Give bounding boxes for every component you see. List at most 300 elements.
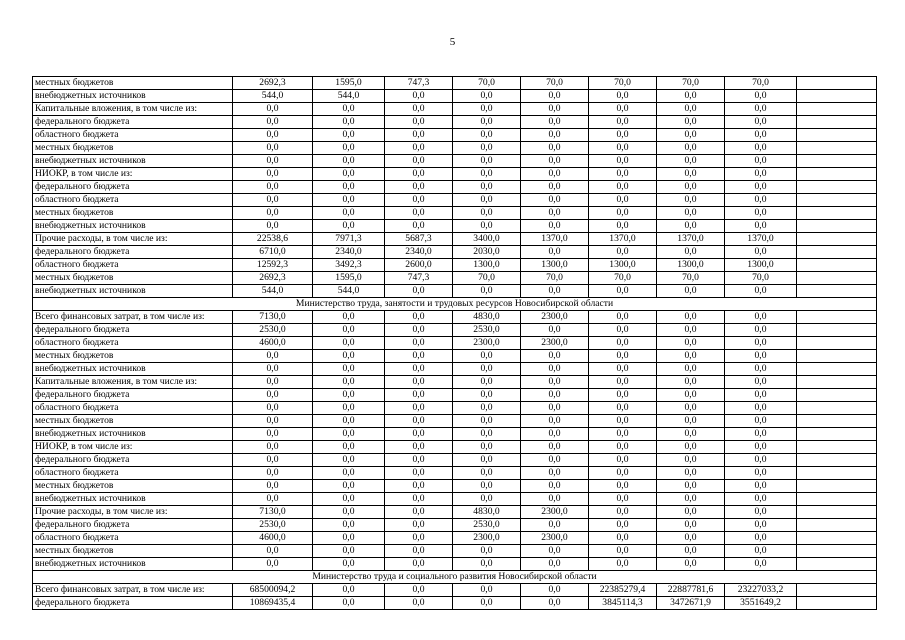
value-cell: 0,0 xyxy=(453,181,521,194)
value-cell: 0,0 xyxy=(453,142,521,155)
value-cell: 0,0 xyxy=(657,467,725,480)
value-cell: 3492,3 xyxy=(313,259,385,272)
value-cell: 0,0 xyxy=(385,376,453,389)
value-cell: 1300,0 xyxy=(657,259,725,272)
value-cell: 0,0 xyxy=(725,467,797,480)
value-cell: 1370,0 xyxy=(657,233,725,246)
empty-cell xyxy=(797,389,877,402)
value-cell: 0,0 xyxy=(725,324,797,337)
value-cell: 0,0 xyxy=(725,168,797,181)
value-cell: 22385279,4 xyxy=(589,584,657,597)
value-cell: 0,0 xyxy=(589,441,657,454)
table-row xyxy=(33,168,877,181)
value-cell: 0,0 xyxy=(233,142,313,155)
value-cell: 2300,0 xyxy=(521,506,589,519)
empty-cell xyxy=(797,246,877,259)
row-label: федерального бюджета xyxy=(33,597,233,610)
value-cell: 0,0 xyxy=(657,441,725,454)
value-cell: 0,0 xyxy=(233,415,313,428)
value-cell: 0,0 xyxy=(725,428,797,441)
value-cell: 0,0 xyxy=(385,493,453,506)
value-cell: 0,0 xyxy=(657,337,725,350)
value-cell: 0,0 xyxy=(725,181,797,194)
value-cell: 0,0 xyxy=(521,129,589,142)
value-cell: 2530,0 xyxy=(453,324,521,337)
value-cell: 0,0 xyxy=(521,454,589,467)
value-cell: 0,0 xyxy=(725,363,797,376)
value-cell: 1300,0 xyxy=(589,259,657,272)
value-cell: 0,0 xyxy=(453,220,521,233)
value-cell: 0,0 xyxy=(313,441,385,454)
value-cell: 0,0 xyxy=(385,324,453,337)
value-cell: 3551649,2 xyxy=(725,597,797,610)
value-cell: 7130,0 xyxy=(233,506,313,519)
value-cell: 0,0 xyxy=(589,350,657,363)
value-cell: 0,0 xyxy=(657,454,725,467)
value-cell: 0,0 xyxy=(725,480,797,493)
table-row xyxy=(33,194,877,207)
value-cell: 0,0 xyxy=(233,207,313,220)
table-row xyxy=(33,558,877,571)
value-cell: 0,0 xyxy=(589,467,657,480)
row-label: федерального бюджета xyxy=(33,246,233,259)
empty-cell xyxy=(797,207,877,220)
value-cell: 70,0 xyxy=(453,272,521,285)
value-cell: 0,0 xyxy=(589,454,657,467)
value-cell: 0,0 xyxy=(453,168,521,181)
value-cell: 0,0 xyxy=(589,337,657,350)
value-cell: 0,0 xyxy=(657,142,725,155)
value-cell: 0,0 xyxy=(313,324,385,337)
table-row xyxy=(33,246,877,259)
table-row xyxy=(33,181,877,194)
table-row xyxy=(33,519,877,532)
value-cell: 0,0 xyxy=(657,545,725,558)
empty-cell xyxy=(797,181,877,194)
value-cell: 0,0 xyxy=(725,90,797,103)
value-cell: 0,0 xyxy=(521,103,589,116)
value-cell: 0,0 xyxy=(521,324,589,337)
table-row xyxy=(33,77,877,90)
empty-cell xyxy=(797,506,877,519)
value-cell: 4600,0 xyxy=(233,532,313,545)
value-cell: 0,0 xyxy=(233,220,313,233)
value-cell: 0,0 xyxy=(521,220,589,233)
value-cell: 22538,6 xyxy=(233,233,313,246)
value-cell: 2340,0 xyxy=(313,246,385,259)
value-cell: 1370,0 xyxy=(589,233,657,246)
value-cell: 2600,0 xyxy=(385,259,453,272)
value-cell: 2300,0 xyxy=(521,337,589,350)
value-cell: 0,0 xyxy=(385,480,453,493)
value-cell: 0,0 xyxy=(313,103,385,116)
value-cell: 0,0 xyxy=(657,155,725,168)
value-cell: 0,0 xyxy=(313,558,385,571)
value-cell: 0,0 xyxy=(313,519,385,532)
value-cell: 0,0 xyxy=(385,545,453,558)
value-cell: 0,0 xyxy=(233,441,313,454)
value-cell: 0,0 xyxy=(657,103,725,116)
value-cell: 0,0 xyxy=(657,389,725,402)
row-label: местных бюджетов xyxy=(33,142,233,155)
value-cell: 1370,0 xyxy=(521,233,589,246)
empty-cell xyxy=(797,168,877,181)
value-cell: 0,0 xyxy=(313,545,385,558)
value-cell: 0,0 xyxy=(589,558,657,571)
table-row xyxy=(33,272,877,285)
value-cell: 0,0 xyxy=(313,168,385,181)
empty-cell xyxy=(797,584,877,597)
value-cell: 0,0 xyxy=(521,194,589,207)
value-cell: 0,0 xyxy=(589,155,657,168)
value-cell: 0,0 xyxy=(313,584,385,597)
value-cell: 0,0 xyxy=(521,350,589,363)
row-label: областного бюджета xyxy=(33,129,233,142)
value-cell: 0,0 xyxy=(725,350,797,363)
value-cell: 0,0 xyxy=(453,129,521,142)
value-cell: 0,0 xyxy=(725,207,797,220)
value-cell: 0,0 xyxy=(657,324,725,337)
row-label: Капитальные вложения, в том числе из: xyxy=(33,376,233,389)
value-cell: 0,0 xyxy=(657,181,725,194)
value-cell: 0,0 xyxy=(725,402,797,415)
value-cell: 0,0 xyxy=(589,129,657,142)
value-cell: 0,0 xyxy=(589,506,657,519)
value-cell: 0,0 xyxy=(233,363,313,376)
value-cell: 2530,0 xyxy=(233,519,313,532)
value-cell: 0,0 xyxy=(385,116,453,129)
value-cell: 0,0 xyxy=(385,129,453,142)
value-cell: 0,0 xyxy=(453,597,521,610)
value-cell: 0,0 xyxy=(233,480,313,493)
table-body xyxy=(33,77,877,610)
value-cell: 0,0 xyxy=(313,506,385,519)
row-label: федерального бюджета xyxy=(33,519,233,532)
value-cell: 10869435,4 xyxy=(233,597,313,610)
value-cell: 0,0 xyxy=(233,350,313,363)
empty-cell xyxy=(797,233,877,246)
empty-cell xyxy=(797,350,877,363)
value-cell: 0,0 xyxy=(725,532,797,545)
value-cell: 23227033,2 xyxy=(725,584,797,597)
value-cell: 0,0 xyxy=(589,376,657,389)
value-cell: 0,0 xyxy=(313,194,385,207)
table-row xyxy=(33,454,877,467)
page-number: 5 xyxy=(449,36,456,48)
section-header-row xyxy=(33,298,877,311)
value-cell: 544,0 xyxy=(233,285,313,298)
value-cell: 0,0 xyxy=(233,155,313,168)
value-cell: 0,0 xyxy=(725,220,797,233)
value-cell: 0,0 xyxy=(589,519,657,532)
value-cell: 0,0 xyxy=(385,454,453,467)
value-cell: 0,0 xyxy=(521,402,589,415)
value-cell: 0,0 xyxy=(233,168,313,181)
value-cell: 0,0 xyxy=(521,376,589,389)
row-label: Прочие расходы, в том числе из: xyxy=(33,233,233,246)
table-row xyxy=(33,402,877,415)
table-row xyxy=(33,285,877,298)
row-label: Капитальные вложения, в том числе из: xyxy=(33,103,233,116)
value-cell: 0,0 xyxy=(521,467,589,480)
empty-cell xyxy=(797,454,877,467)
value-cell: 0,0 xyxy=(657,285,725,298)
empty-cell xyxy=(797,545,877,558)
value-cell: 0,0 xyxy=(453,194,521,207)
value-cell: 0,0 xyxy=(385,597,453,610)
empty-cell xyxy=(797,311,877,324)
value-cell: 70,0 xyxy=(589,77,657,90)
table-row xyxy=(33,467,877,480)
value-cell: 544,0 xyxy=(313,285,385,298)
empty-cell xyxy=(797,493,877,506)
row-label: местных бюджетов xyxy=(33,77,233,90)
value-cell: 0,0 xyxy=(589,246,657,259)
row-label: внебюджетных источников xyxy=(33,493,233,506)
value-cell: 0,0 xyxy=(385,103,453,116)
value-cell: 0,0 xyxy=(385,428,453,441)
value-cell: 0,0 xyxy=(233,194,313,207)
value-cell: 0,0 xyxy=(313,363,385,376)
value-cell: 0,0 xyxy=(725,194,797,207)
value-cell: 0,0 xyxy=(589,402,657,415)
value-cell: 0,0 xyxy=(725,506,797,519)
table-row xyxy=(33,584,877,597)
table-row xyxy=(33,363,877,376)
empty-cell xyxy=(797,480,877,493)
value-cell: 0,0 xyxy=(453,376,521,389)
value-cell: 2530,0 xyxy=(233,324,313,337)
value-cell: 2300,0 xyxy=(453,532,521,545)
row-label: областного бюджета xyxy=(33,259,233,272)
value-cell: 0,0 xyxy=(521,584,589,597)
value-cell: 0,0 xyxy=(385,220,453,233)
value-cell: 0,0 xyxy=(313,376,385,389)
table-row xyxy=(33,129,877,142)
value-cell: 0,0 xyxy=(657,558,725,571)
row-label: областного бюджета xyxy=(33,194,233,207)
value-cell: 70,0 xyxy=(725,272,797,285)
row-label: областного бюджета xyxy=(33,402,233,415)
row-label: местных бюджетов xyxy=(33,415,233,428)
value-cell: 70,0 xyxy=(453,77,521,90)
value-cell: 0,0 xyxy=(521,415,589,428)
row-label: Прочие расходы, в том числе из: xyxy=(33,506,233,519)
empty-cell xyxy=(797,194,877,207)
value-cell: 0,0 xyxy=(725,519,797,532)
value-cell: 2300,0 xyxy=(521,311,589,324)
empty-cell xyxy=(797,402,877,415)
value-cell: 0,0 xyxy=(725,103,797,116)
value-cell: 0,0 xyxy=(233,467,313,480)
value-cell: 0,0 xyxy=(385,155,453,168)
empty-cell xyxy=(797,376,877,389)
value-cell: 0,0 xyxy=(453,545,521,558)
value-cell: 0,0 xyxy=(385,207,453,220)
value-cell: 0,0 xyxy=(589,194,657,207)
value-cell: 0,0 xyxy=(453,90,521,103)
value-cell: 0,0 xyxy=(233,116,313,129)
value-cell: 0,0 xyxy=(589,493,657,506)
value-cell: 0,0 xyxy=(313,181,385,194)
empty-cell xyxy=(797,532,877,545)
row-label: внебюджетных источников xyxy=(33,428,233,441)
value-cell: 0,0 xyxy=(313,155,385,168)
value-cell: 0,0 xyxy=(725,129,797,142)
value-cell: 0,0 xyxy=(657,350,725,363)
row-label: внебюджетных источников xyxy=(33,220,233,233)
value-cell: 0,0 xyxy=(313,415,385,428)
value-cell: 70,0 xyxy=(521,77,589,90)
empty-cell xyxy=(797,428,877,441)
value-cell: 0,0 xyxy=(453,155,521,168)
value-cell: 0,0 xyxy=(313,480,385,493)
value-cell: 0,0 xyxy=(313,220,385,233)
value-cell: 0,0 xyxy=(657,246,725,259)
empty-cell xyxy=(797,337,877,350)
value-cell: 0,0 xyxy=(521,90,589,103)
row-label: внебюджетных источников xyxy=(33,90,233,103)
value-cell: 0,0 xyxy=(657,519,725,532)
row-label: федерального бюджета xyxy=(33,389,233,402)
table-row xyxy=(33,259,877,272)
value-cell: 0,0 xyxy=(453,584,521,597)
value-cell: 0,0 xyxy=(657,532,725,545)
value-cell: 0,0 xyxy=(453,116,521,129)
value-cell: 0,0 xyxy=(725,311,797,324)
row-label: областного бюджета xyxy=(33,337,233,350)
value-cell: 0,0 xyxy=(233,181,313,194)
value-cell: 0,0 xyxy=(313,428,385,441)
value-cell: 0,0 xyxy=(725,389,797,402)
value-cell: 5687,3 xyxy=(385,233,453,246)
table-row xyxy=(33,103,877,116)
row-label: областного бюджета xyxy=(33,467,233,480)
value-cell: 0,0 xyxy=(589,363,657,376)
section-title: Министерство труда и социального развития Новосибирской области xyxy=(33,571,877,584)
value-cell: 0,0 xyxy=(725,493,797,506)
value-cell: 0,0 xyxy=(313,493,385,506)
value-cell: 0,0 xyxy=(313,454,385,467)
value-cell: 0,0 xyxy=(453,467,521,480)
value-cell: 1300,0 xyxy=(725,259,797,272)
empty-cell xyxy=(797,363,877,376)
value-cell: 0,0 xyxy=(313,467,385,480)
row-label: областного бюджета xyxy=(33,532,233,545)
value-cell: 0,0 xyxy=(521,558,589,571)
value-cell: 0,0 xyxy=(385,558,453,571)
value-cell: 0,0 xyxy=(521,155,589,168)
value-cell: 0,0 xyxy=(589,142,657,155)
value-cell: 0,0 xyxy=(521,181,589,194)
value-cell: 0,0 xyxy=(453,103,521,116)
value-cell: 0,0 xyxy=(233,129,313,142)
value-cell: 70,0 xyxy=(589,272,657,285)
value-cell: 0,0 xyxy=(657,402,725,415)
row-label: Всего финансовых затрат, в том числе из: xyxy=(33,311,233,324)
value-cell: 1300,0 xyxy=(521,259,589,272)
value-cell: 0,0 xyxy=(313,311,385,324)
row-label: федерального бюджета xyxy=(33,324,233,337)
value-cell: 0,0 xyxy=(233,402,313,415)
value-cell: 0,0 xyxy=(233,428,313,441)
row-label: местных бюджетов xyxy=(33,480,233,493)
row-label: федерального бюджета xyxy=(33,454,233,467)
row-label: внебюджетных источников xyxy=(33,558,233,571)
empty-cell xyxy=(797,467,877,480)
value-cell: 0,0 xyxy=(385,90,453,103)
row-label: внебюджетных источников xyxy=(33,363,233,376)
value-cell: 0,0 xyxy=(453,402,521,415)
value-cell: 0,0 xyxy=(725,116,797,129)
empty-cell xyxy=(797,103,877,116)
value-cell: 4600,0 xyxy=(233,337,313,350)
value-cell: 0,0 xyxy=(725,376,797,389)
value-cell: 2030,0 xyxy=(453,246,521,259)
table-row xyxy=(33,506,877,519)
value-cell: 0,0 xyxy=(313,207,385,220)
value-cell: 0,0 xyxy=(453,350,521,363)
empty-cell xyxy=(797,259,877,272)
value-cell: 0,0 xyxy=(725,558,797,571)
value-cell: 0,0 xyxy=(385,181,453,194)
value-cell: 0,0 xyxy=(453,389,521,402)
value-cell: 0,0 xyxy=(657,168,725,181)
value-cell: 0,0 xyxy=(385,506,453,519)
empty-cell xyxy=(797,415,877,428)
empty-cell xyxy=(797,77,877,90)
value-cell: 0,0 xyxy=(385,519,453,532)
value-cell: 0,0 xyxy=(453,454,521,467)
table-row xyxy=(33,532,877,545)
value-cell: 0,0 xyxy=(657,116,725,129)
value-cell: 0,0 xyxy=(453,363,521,376)
row-label: местных бюджетов xyxy=(33,545,233,558)
value-cell: 0,0 xyxy=(313,350,385,363)
table-row xyxy=(33,324,877,337)
value-cell: 70,0 xyxy=(657,77,725,90)
value-cell: 0,0 xyxy=(589,324,657,337)
value-cell: 0,0 xyxy=(657,506,725,519)
value-cell: 0,0 xyxy=(521,389,589,402)
empty-cell xyxy=(797,129,877,142)
value-cell: 0,0 xyxy=(521,142,589,155)
value-cell: 70,0 xyxy=(657,272,725,285)
value-cell: 0,0 xyxy=(589,480,657,493)
value-cell: 0,0 xyxy=(589,285,657,298)
value-cell: 0,0 xyxy=(521,207,589,220)
value-cell: 0,0 xyxy=(725,441,797,454)
row-label: внебюджетных источников xyxy=(33,285,233,298)
table-row xyxy=(33,155,877,168)
value-cell: 0,0 xyxy=(725,337,797,350)
value-cell: 0,0 xyxy=(589,116,657,129)
value-cell: 0,0 xyxy=(657,428,725,441)
empty-cell xyxy=(797,519,877,532)
value-cell: 0,0 xyxy=(385,168,453,181)
value-cell: 0,0 xyxy=(453,441,521,454)
value-cell: 0,0 xyxy=(453,493,521,506)
value-cell: 7971,3 xyxy=(313,233,385,246)
value-cell: 68500094,2 xyxy=(233,584,313,597)
table-row xyxy=(33,90,877,103)
value-cell: 0,0 xyxy=(589,545,657,558)
value-cell: 0,0 xyxy=(521,116,589,129)
table-row xyxy=(33,207,877,220)
value-cell: 2300,0 xyxy=(453,337,521,350)
value-cell: 0,0 xyxy=(385,142,453,155)
empty-cell xyxy=(797,90,877,103)
